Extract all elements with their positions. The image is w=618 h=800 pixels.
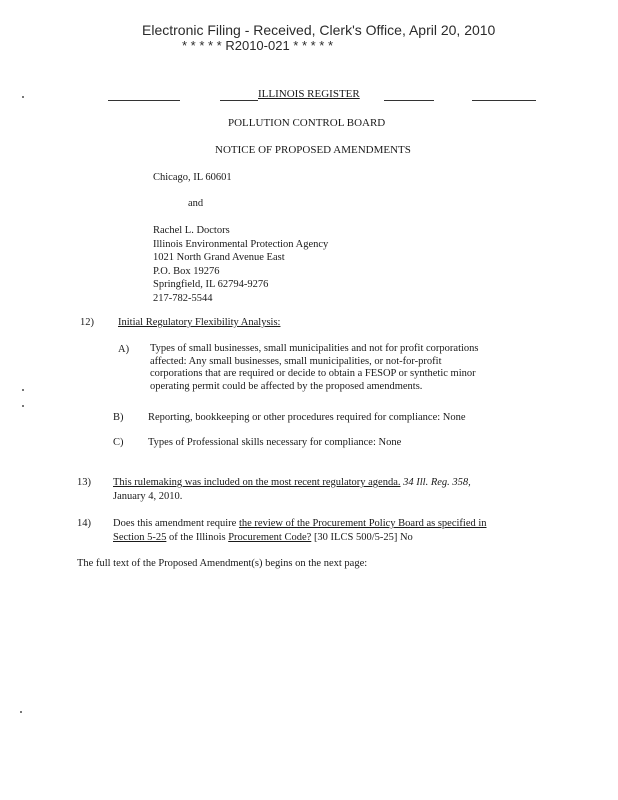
header-rule: [108, 100, 180, 101]
item14-of-text: of the Illinois: [169, 532, 226, 543]
item12-b-text: Reporting, bookkeeping or other procedures required for compliance: None: [148, 412, 466, 423]
item12-title: Initial Regulatory Flexibility Analysis:: [118, 317, 281, 328]
notice-title: NOTICE OF PROPOSED AMENDMENTS: [215, 144, 411, 156]
item14-line1: [113, 517, 487, 530]
contact-line: Springfield, IL 62794-9276: [153, 279, 269, 290]
item12-number: 12): [80, 317, 94, 328]
item13-line2: January 4, 2010.: [113, 491, 183, 502]
contact-line: 1021 North Grand Avenue East: [153, 252, 285, 263]
item13-line1: [113, 476, 471, 489]
item12-a-line: affected: Any small businesses, small municipalities, or not-for-profit: [150, 355, 442, 367]
item12-a-line: Types of small businesses, small municipalities and not for profit corporations: [150, 343, 479, 354]
item14-section-ref: Section 5-25: [113, 532, 167, 543]
scan-speck: [22, 405, 24, 407]
scan-speck: [20, 711, 22, 713]
item12-a-label: A): [118, 344, 130, 355]
header-rule: [472, 100, 536, 101]
item12-c-text: Types of Professional skills necessary for compliance: None: [148, 437, 402, 448]
contact-line: Illinois Environmental Protection Agency: [153, 238, 329, 250]
contact-address: [153, 224, 328, 305]
and-connector: and: [188, 198, 204, 209]
item13-agenda-text: This rulemaking was included on the most recent regulatory agenda.: [113, 477, 401, 488]
board-title: POLLUTION CONTROL BOARD: [228, 117, 386, 129]
item12-b-label: B): [113, 412, 124, 423]
register-title: ILLINOIS REGISTER: [258, 88, 360, 100]
scan-speck: [22, 96, 24, 98]
full-text-note: The full text of the Proposed Amendment(s) begins on the next page:: [77, 558, 368, 569]
filing-stamp-line2: * * * * * R2010-021 * * * * *: [182, 38, 334, 53]
item12-c-label: C): [113, 437, 124, 448]
contact-line: P.O. Box 19276: [153, 265, 220, 277]
item14-number: 14): [77, 518, 91, 529]
item12-a-line: operating permit could be affected by the proposed amendments.: [150, 380, 423, 392]
item13-citation: 34 Ill. Reg. 358,: [403, 477, 471, 488]
contact-line: Rachel L. Doctors: [153, 225, 230, 236]
city-line: Chicago, IL 60601: [153, 172, 232, 183]
item12-a-text: [150, 343, 479, 393]
item14-code-ref: Procurement Code?: [228, 532, 312, 543]
item14-review-text: the review of the Procurement Policy Board as specified in: [238, 518, 487, 529]
item14-answer: [30 ILCS 500/5-25] No: [313, 532, 413, 543]
header-rule: [384, 100, 434, 101]
item12-a-line: corporations that are required or decide to obtain a FESOP or synthetic minor: [150, 368, 476, 379]
item14-line2: [113, 531, 413, 544]
contact-line: 217-782-5544: [153, 292, 213, 304]
filing-stamp-line1: Electronic Filing - Received, Clerk's Office, April 20, 2010: [142, 22, 496, 38]
item13-number: 13): [77, 477, 91, 488]
scan-speck: [22, 389, 24, 391]
header-rule: [220, 100, 258, 101]
item14-question: Does this amendment require: [113, 518, 237, 529]
